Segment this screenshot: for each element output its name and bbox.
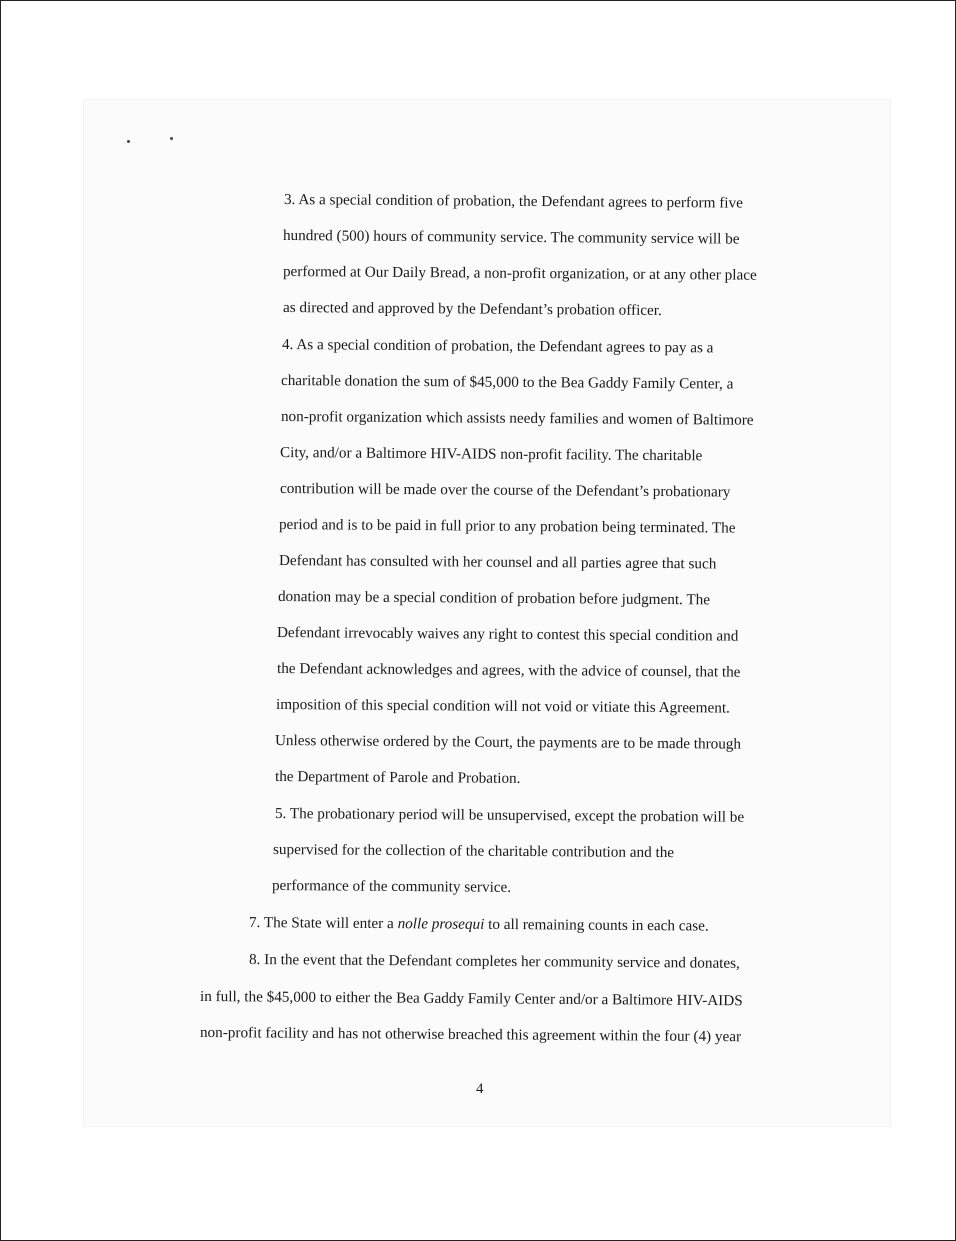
paragraph-4-line: Unless otherwise ordered by the Court, the payments are to be made through xyxy=(274,732,742,753)
paragraph-4-line: contribution will be made over the course of the Defendant’s probationary xyxy=(279,480,731,501)
scanned-page xyxy=(84,100,890,1126)
paragraph-8-line: non-profit facility and has not otherwise breached this agreement within the four (4) year xyxy=(199,1024,742,1046)
paragraph-5-line: supervised for the collection of the charitable contribution and the xyxy=(272,841,675,862)
paragraph-4-line: charitable donation the sum of $45,000 to the Bea Gaddy Family Center, a xyxy=(280,372,734,393)
paragraph-7-text-end: to all remaining counts in each case. xyxy=(484,915,709,935)
paragraph-7-line xyxy=(249,913,709,937)
paragraph-8-line: in full, the $45,000 to either the Bea Gaddy Family Center and/or a Baltimore HIV-AIDS xyxy=(199,988,743,1010)
scan-speck xyxy=(170,137,173,140)
paragraph-3-line: 3. As a special condition of probation, the Defendant agrees to perform five xyxy=(283,191,743,212)
paragraph-4-line: Defendant irrevocably waives any right to contest this special condition and xyxy=(276,624,739,645)
paragraph-5-line: performance of the community service. xyxy=(271,877,512,896)
paragraph-7-text-start: 7. The State will enter a xyxy=(248,914,398,933)
paragraph-3-line: as directed and approved by the Defendant’s probation officer. xyxy=(282,299,662,319)
paragraph-4-line: period and is to be paid in full prior to any probation being terminated. The xyxy=(278,516,736,537)
paragraph-4-line: imposition of this special condition will not void or vitiate this Agreement. xyxy=(275,696,730,717)
paragraph-8-line: 8. In the event that the Defendant completes her community service and donates, xyxy=(248,951,740,972)
paragraph-3-line: hundred (500) hours of community service. The community service will be xyxy=(282,227,740,248)
nolle-prosequi-term: nolle prosequi xyxy=(397,915,485,933)
scan-speck xyxy=(127,140,130,143)
paragraph-3-line: performed at Our Daily Bread, a non-profit organization, or at any other place xyxy=(282,263,757,284)
paragraph-4-line: the Department of Parole and Probation. xyxy=(274,768,521,787)
paragraph-4-line: City, and/or a Baltimore HIV-AIDS non-profit facility. The charitable xyxy=(279,444,703,465)
paragraph-5-line: 5. The probationary period will be unsupervised, except the probation will be xyxy=(274,805,745,826)
paragraph-4-line: donation may be a special condition of probation before judgment. The xyxy=(277,588,711,609)
paragraph-4-line: non-profit organization which assists needy families and women of Baltimore xyxy=(280,408,754,429)
paragraph-4-line: the Defendant acknowledges and agrees, with the advice of counsel, that the xyxy=(276,660,741,681)
page-number: 4 xyxy=(476,1081,484,1097)
paragraph-4-line: Defendant has consulted with her counsel and all parties agree that such xyxy=(278,552,717,573)
paragraph-4-line: 4. As a special condition of probation, the Defendant agrees to pay as a xyxy=(281,336,714,357)
